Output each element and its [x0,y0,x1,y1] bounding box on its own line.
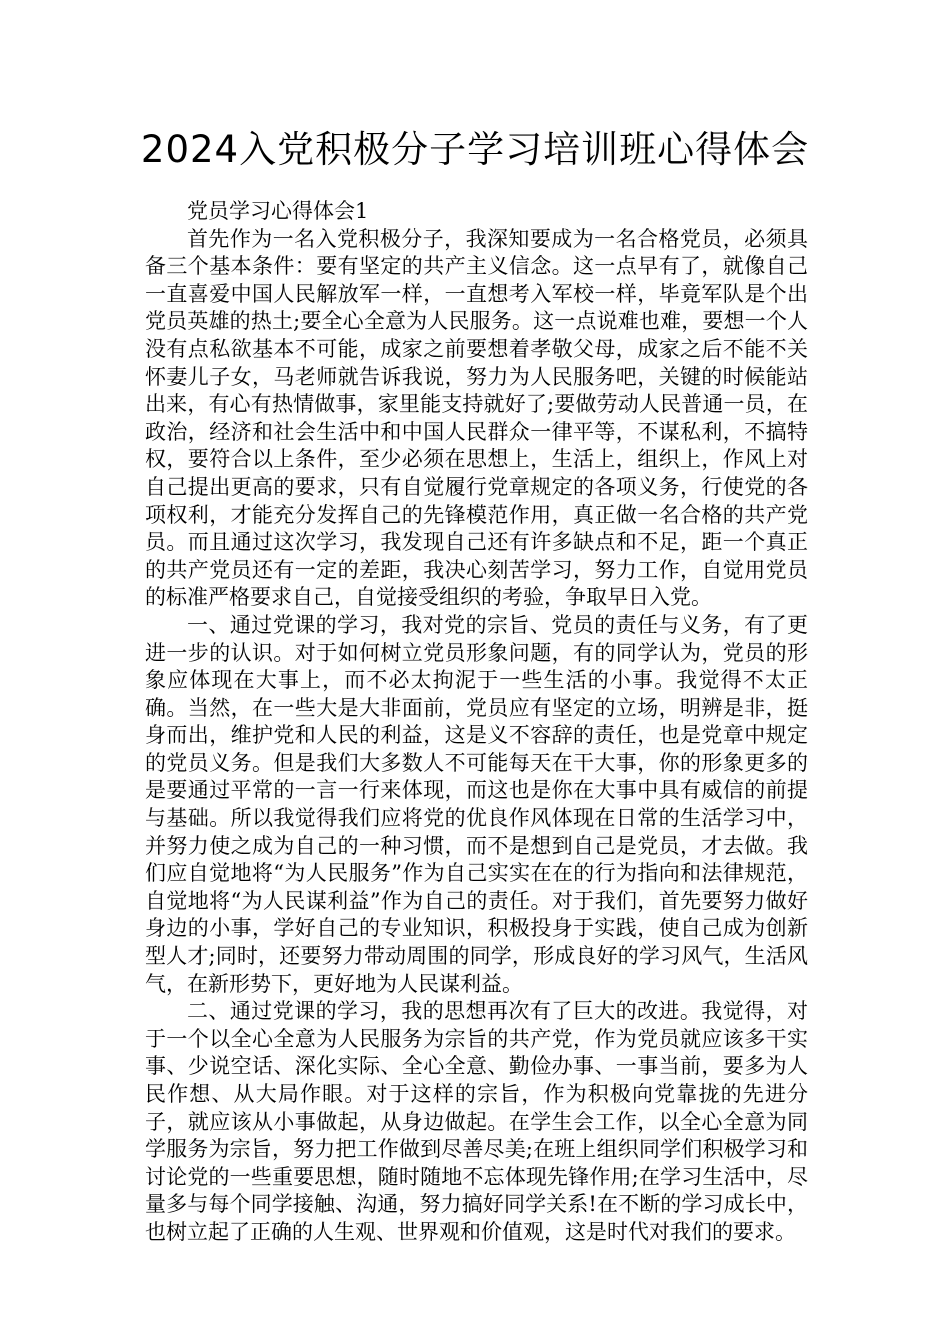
section-heading: 党员学习心得体会1 [187,199,369,223]
body-paragraph: 首先作为一名入党积极分子，我深知要成为一名合格党员，必须具备三个基本条件：要有坚定的共产主义信念。这一点早有了，就像自己一直喜爱中国人民解放军一样，一直想考入军校一样，毕竟军队是个出党员英雄的热土;要全心全意为人民服务。这一点说难也难，要想一个人没有点私欲基本不可能，成家之前要想着孝敬父母，成家之后不能不关怀妻儿子女，马老师就告诉我说，努力为人民服务吧，关键的时候能站出来，有心有热情做事，家里能支持就好了;要做劳动人民普通一员，在政治，经济和社会生活中和中国人民群众一律平等，不谋私利，不搞特权，要符合以上条件，至少必须在思想上，生活上，组织上，作风上对自己提出更高的要求，只有自觉履行党章规定的各项义务，行使党的各项权利，才能充分发挥自己的先锋模范作用，真正做一名合格的共产党员。而且通过这次学习，我发现自己还有许多缺点和不足，距一个真正的共产党员还有一定的差距，我决心刻苦学习，努力工作，自觉用党员的标准严格要求自己，自觉接受组织的考验，争取早日入党。 [145,226,808,610]
body-paragraph: 一、通过党课的学习，我对党的宗旨、党员的责任与义务，有了更进一步的认识。对于如何树立党员形象问题，有的同学认为，党员的形象应体现在大事上，而不必太拘泥于一些生活的小事。我觉得不太正确。当然，在一些大是大非面前，党员应有坚定的立场，明辨是非，挺身而出，维护党和人民的利益，这是义不容辞的责任，也是党章中规定的党员义务。但是我们大多数人不可能每天在干大事，你的形象更多的是要通过平常的一言一行来体现，而这也是你在大事中具有威信的前提与基础。所以我觉得我们应将党的优良作风体现在日常的生活学习中，并努力使之成为自己的一种习惯，而不是想到自己是党员，才去做。我们应自觉地将“为人民服务”作为自己实实在在的行为指向和法律规范，自觉地将“为人民谋利益”作为自己的责任。对于我们，首先要努力做好身边的小事，学好自己的专业知识，积极投身于实践，使自己成为创新型人才;同时，还要努力带动周围的同学，形成良好的学习风气，生活风气，在新形势下，更好地为人民谋利益。 [145,612,808,996]
body-paragraph: 二、通过党课的学习，我的思想再次有了巨大的改进。我觉得，对于一个以全心全意为人民服务为宗旨的共产党，作为党员就应该多干实事、少说空话、深化实际、全心全意、勤俭办事、一事当前，要多为人民作想、从大局作眼。对于这样的宗旨，作为积极向党靠拢的先进分子，就应该从小事做起，从身边做起。在学生会工作，以全心全意为同学服务为宗旨，努力把工作做到尽善尽美;在班上组织同学们积极学习和讨论党的一些重要思想，随时随地不忘体现先锋作用;在学习生活中，尽量多与每个同学接触、沟通，努力搞好同学关系!在不断的学习成长中，也树立起了正确的人生观、世界观和价值观，这是时代对我们的要求。 [145,999,808,1244]
document-title: 2024入党积极分子学习培训班心得体会 [140,128,810,171]
document-body [145,198,808,1247]
